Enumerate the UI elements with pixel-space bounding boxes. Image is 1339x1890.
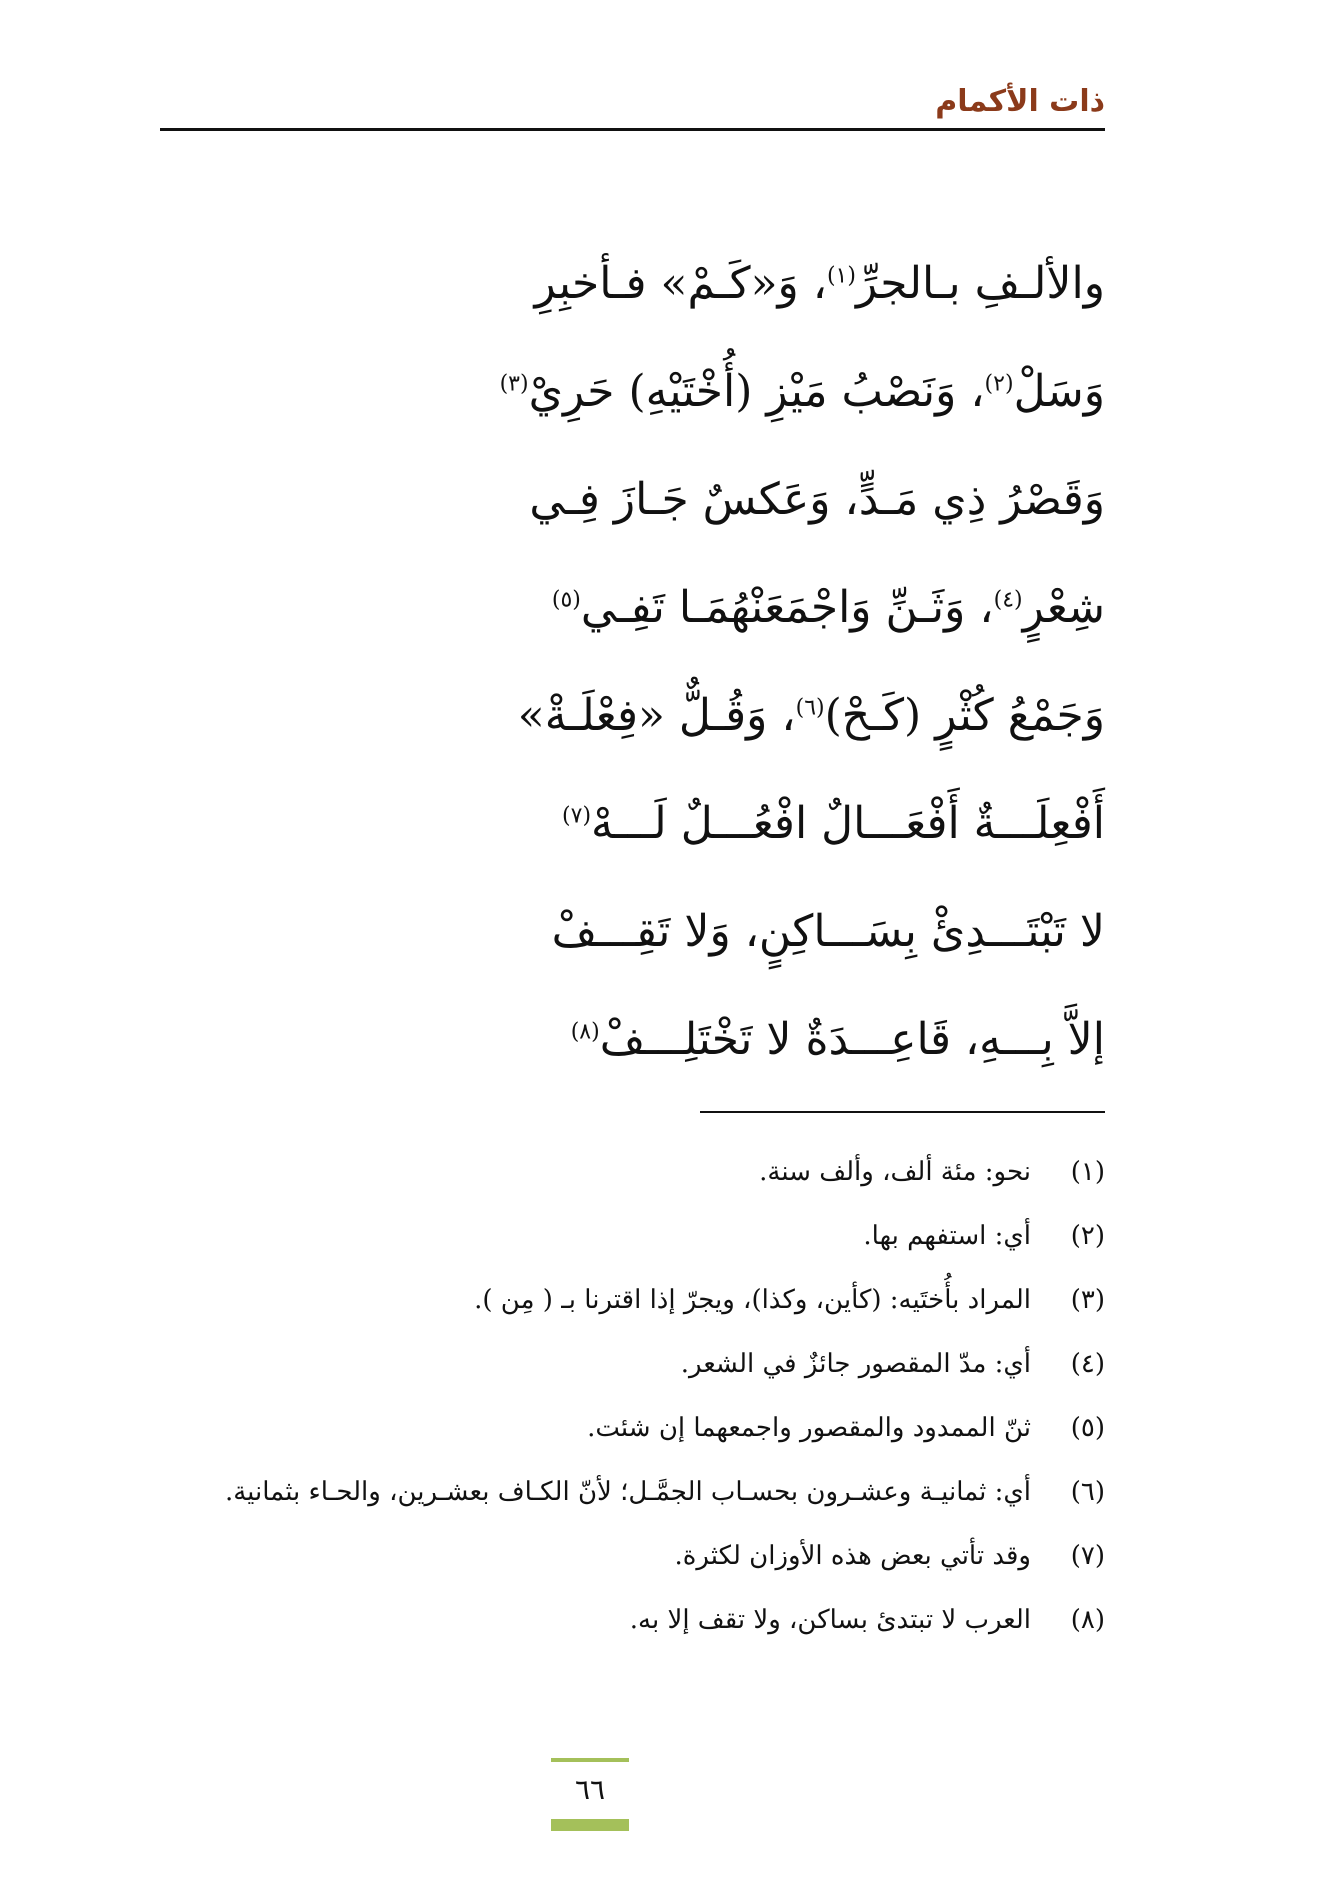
verse-text: وَجَمْعُ كُثْرٍ (كَـحْ) — [824, 690, 1105, 741]
page-number-bar-bottom — [551, 1819, 629, 1831]
footnote-separator — [700, 1111, 1105, 1113]
page-number: ٦٦ — [574, 1773, 606, 1806]
footnote — [160, 1204, 1105, 1268]
verse-text: لا تَبْتَـــدِئْ بِسَـــاكِنٍ، وَلا تَقِـــفْ — [551, 906, 1105, 957]
verse-text: وَسَلْ — [1013, 366, 1105, 417]
footnote-text: المراد بأُختَيه: (كأين، وكذا)، ويجرّ إذا اقترنا بـ ( مِن ). — [474, 1285, 1031, 1315]
footnote-marker: (٦) — [795, 695, 825, 721]
footnote-number: (٤) — [1070, 1349, 1105, 1379]
verse-line — [160, 662, 1105, 770]
verse-text: والألـفِ بـالجرِّ — [855, 258, 1105, 309]
footnote — [160, 1140, 1105, 1204]
footnote-text: أي: مدّ المقصور جائزٌ في الشعر. — [680, 1349, 1031, 1379]
verse-text: وَقَصْرُ ذِي مَـدٍّ، وَعَكسٌ جَـازَ فِـي — [529, 474, 1105, 525]
footnote-marker: (٧) — [562, 803, 592, 829]
footnote-number: (٨) — [1070, 1605, 1105, 1635]
footnotes — [160, 1140, 1105, 1652]
footnote-text: العرب لا تبتدئ بساكن، ولا تقف إلا به. — [629, 1605, 1031, 1635]
footnote-text: أي: استفهم بها. — [863, 1221, 1031, 1251]
footnote — [160, 1268, 1105, 1332]
footnote-marker: (٥) — [551, 587, 581, 613]
footnote-number: (٢) — [1070, 1221, 1105, 1251]
footnote-text: ثنّ الممدود والمقصور واجمعهما إن شئت. — [587, 1413, 1031, 1443]
footnote-number: (٣) — [1070, 1285, 1105, 1315]
footnote-number: (٦) — [1070, 1477, 1105, 1507]
verse-text: إلاَّ بِـــهِ، قَاعِـــدَةٌ لا تَخْتَلِـــفْ — [599, 1014, 1105, 1065]
footnote-marker: (١) — [826, 263, 856, 289]
footnote-number: (١) — [1070, 1157, 1105, 1187]
poem-verses — [160, 230, 1105, 1094]
footnote — [160, 1588, 1105, 1652]
verse-line — [160, 554, 1105, 662]
footnote-marker: (٨) — [570, 1019, 600, 1045]
running-header-title: ذات الأكمام — [935, 84, 1105, 119]
footnote — [160, 1332, 1105, 1396]
footnote-text: أي: ثمانيـة وعشـرون بحسـاب الجمَّـل؛ لأنّ الكـاف بعشـرين، والحـاء بثمانية. — [224, 1477, 1031, 1507]
footnote-text: نحو: مئة ألف، وألف سنة. — [759, 1157, 1031, 1187]
verse-line — [160, 230, 1105, 338]
verse-text: ، وَقُـلٌّ «فِعْلَـةْ» — [517, 690, 796, 741]
footnote-marker: (٢) — [984, 371, 1014, 397]
footnote-number: (٥) — [1070, 1413, 1105, 1443]
page-number-bar-top — [551, 1758, 629, 1762]
footnote-text: وقد تأتي بعض هذه الأوزان لكثرة. — [674, 1541, 1031, 1571]
verse-line — [160, 878, 1105, 986]
footnote-marker: (٣) — [499, 371, 529, 397]
verse-line — [160, 986, 1105, 1094]
verse-line — [160, 338, 1105, 446]
verse-line — [160, 446, 1105, 554]
verse-text: أَفْعِلَـــةٌ أَفْعَـــالٌ افْعُـــلٌ لَـــهْ — [591, 798, 1105, 849]
footnote-marker: (٤) — [993, 587, 1023, 613]
footnote — [160, 1524, 1105, 1588]
footnote — [160, 1460, 1105, 1524]
footnote — [160, 1396, 1105, 1460]
header-rule — [160, 128, 1105, 131]
verse-line — [160, 770, 1105, 878]
verse-text: ، وَثَـنِّ وَاجْمَعَنْهُمَـا تَفِـي — [580, 582, 994, 633]
verse-text: ، وَ«كَـمْ» فـأخبِرِ — [534, 258, 827, 309]
verse-text: شِعْرٍ — [1022, 582, 1105, 633]
verse-text: ، وَنَصْبُ مَيْزِ (أُخْتَيْهِ) حَرِيْ — [528, 366, 985, 417]
footnote-number: (٧) — [1070, 1541, 1105, 1571]
